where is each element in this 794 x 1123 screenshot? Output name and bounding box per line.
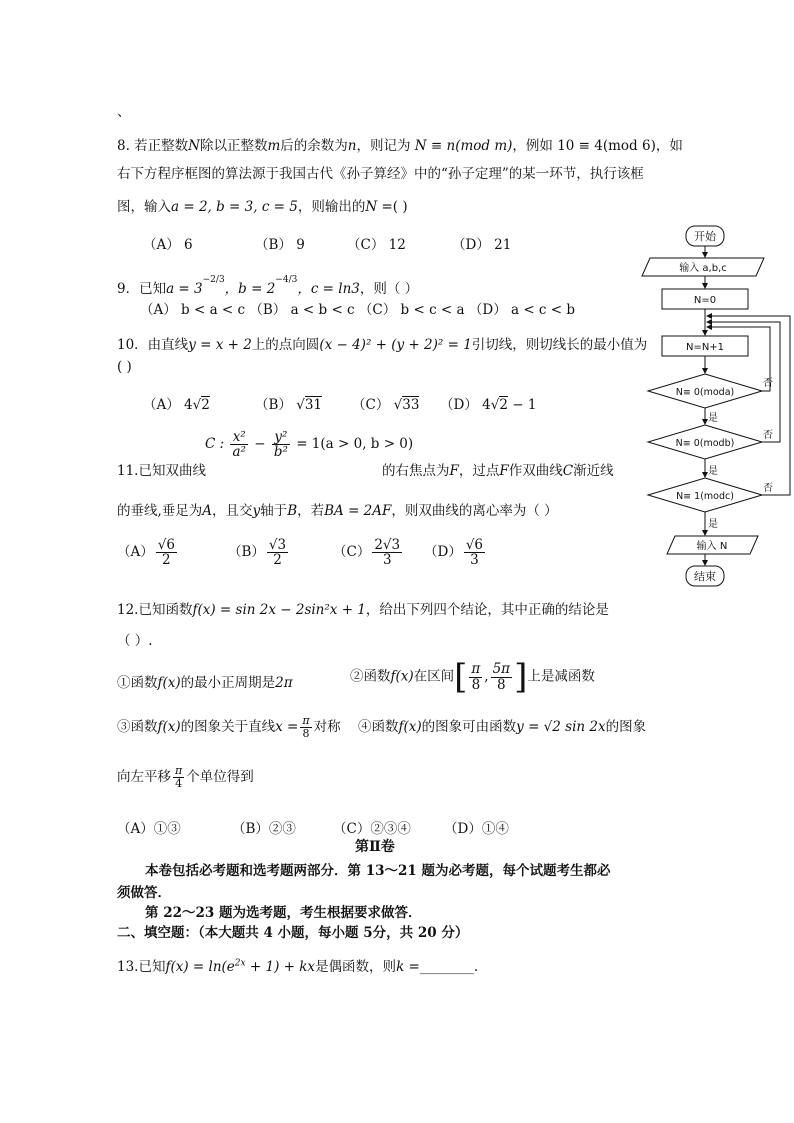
flow-init-label: N=0 <box>693 295 717 306</box>
q11-option-c: （C） $\frac{2√3}{3}$ <box>333 537 401 569</box>
flow-yes-label-3: 是 <box>708 519 718 530</box>
q10-option-a: （A） 4√2 <box>143 397 210 413</box>
q10-option-d: （D） 4√2 − 1 <box>440 397 537 413</box>
q12-option-b: （B）②③ <box>232 821 296 837</box>
flow-condition-2-label: N≡ 0(modb) <box>675 438 735 449</box>
q8-option-b: （B） 9 <box>255 237 305 253</box>
part2-paragraph-1b: 须做答． <box>117 885 171 901</box>
q11-line2: 的垂线,垂足为A，且交y轴于B，若BA = 2AF，则双曲线的离心率为（ ） <box>117 503 558 519</box>
q12-statement-2: ②函数f(x)在区间[ $\frac{\pi}{8}$ , $\frac{5\pi}{8}$ ]上是减函数 <box>350 657 595 697</box>
flow-no-label-2: 否 <box>763 430 773 441</box>
flow-output-label: 输入 N <box>696 541 728 552</box>
q8-option-a: （A） 6 <box>143 237 193 253</box>
q12-statement-4: ④函数f(x)的图象可由函数y = √2 sin 2x的图象 <box>358 719 647 735</box>
q11-line1-left: 11.已知双曲线 <box>117 463 206 479</box>
q12-blank: （ ）. <box>117 633 153 649</box>
q12-option-d: （D）①④ <box>444 821 509 837</box>
q11-option-a: （A） $\frac{√6}{2}$ <box>117 537 175 569</box>
part2-title: 第Ⅱ卷 <box>355 839 395 855</box>
q12-option-a: （A）①③ <box>117 821 181 837</box>
flow-no-label-1: 否 <box>763 378 773 389</box>
q8-line2: 右下方程序框图的算法源于我国古代《孙子算经》中的“孙子定理”的某一环节，执行该框 <box>117 166 644 182</box>
flow-condition-1-label: N≡ 0(moda) <box>675 387 735 398</box>
q13-answer-blank: ________ <box>419 959 474 975</box>
flow-input-label: 输入 a,b,c <box>679 263 727 274</box>
q8-option-d: （D） 21 <box>452 237 512 253</box>
flow-condition-3-label: N≡ 1(modc) <box>676 491 734 502</box>
q12-stem: 12.已知函数f(x) = sin 2x − 2sin²x + 1，给出下列四个结论，其中正确的结论是 <box>117 602 609 618</box>
q10-blank: ( ) <box>117 359 132 375</box>
part2-paragraph-1: 本卷包括必考题和选考题两部分．第 13～21 题为必考题，每个试题考生都必 <box>145 863 611 879</box>
flow-yes-label-2: 是 <box>708 466 718 477</box>
q8-line3: 图，输入a = 2, b = 3, c = 5，则输出的N =( ) <box>117 199 408 215</box>
q10-option-c: （C） √33 <box>352 397 420 413</box>
q8-line1: 8. 若正整数N除以正整数m后的余数为n，则记为 N ≡ n(mod m)，例如 10 ≡ 4(mod 6)，如 <box>117 138 683 154</box>
q12-statement-1: ①函数f(x)的最小正周期是2π <box>117 675 293 691</box>
section-heading-fill-blank: 二、填空题：（本大题共 4 小题，每小题 5分，共 20 分） <box>117 925 469 941</box>
flow-yes-label-1: 是 <box>708 413 718 424</box>
stray-mark: 、 <box>117 104 131 120</box>
q8-option-c: （C） 12 <box>347 237 406 253</box>
q10-option-b: （B） √31 <box>255 397 323 413</box>
q13-stem: 13.已知$f(x) = \ln(e^{2x} + 1)$ + kx是偶函数，则k =________. <box>117 958 479 975</box>
q11-line1-right: 的右焦点为F，过点F作双曲线C渐近线 <box>382 463 614 479</box>
mod-notation: N ≡ n(mod m) <box>414 138 513 154</box>
q12-option-c: （C）②③④ <box>333 821 411 837</box>
program-flowchart <box>630 220 794 595</box>
flow-no-label-3: 否 <box>763 483 773 494</box>
mod-example: 10 ≡ 4(mod 6) <box>557 138 656 154</box>
flow-end-label: 结束 <box>694 570 716 583</box>
q11-option-d: （D） $\frac{√6}{3}$ <box>424 537 484 569</box>
q11-option-b: （B） $\frac{√3}{2}$ <box>228 537 287 569</box>
q12-statement-4-cont: 向左平移 $\frac{\pi}{4}$ 个单位得到 <box>117 764 254 790</box>
q10-stem: 10．由直线y = x + 2上的点向圆(x − 4)² + (y + 2)² = 1引切线，则切线长的最小值为 <box>117 337 648 353</box>
flow-start-label: 开始 <box>694 230 716 243</box>
q9-stem: 9．已知$a = 3^{-2/3}$，$b = 2^{-4/3}$，c = ln3，则（ ） <box>117 274 419 297</box>
flow-increment-label: N=N+1 <box>685 342 725 353</box>
q9-options: （A） b < a < c （B） a < b < c （C） b < c < a （D） a < c < b <box>140 302 576 318</box>
part2-paragraph-2: 第 22～23 题为选考题，考生根据要求做答． <box>145 905 422 921</box>
q11-hyperbola-equation: C : $\frac{\text{x²}}{\text{a²}}$ − $\frac{\text{y²}}{\text{b²}}$ = 1(a > 0, b > 0) <box>205 429 414 461</box>
q12-statement-3: ③函数f(x)的图象关于直线x = $\frac{\pi}{8}$ 对称 <box>117 714 341 740</box>
